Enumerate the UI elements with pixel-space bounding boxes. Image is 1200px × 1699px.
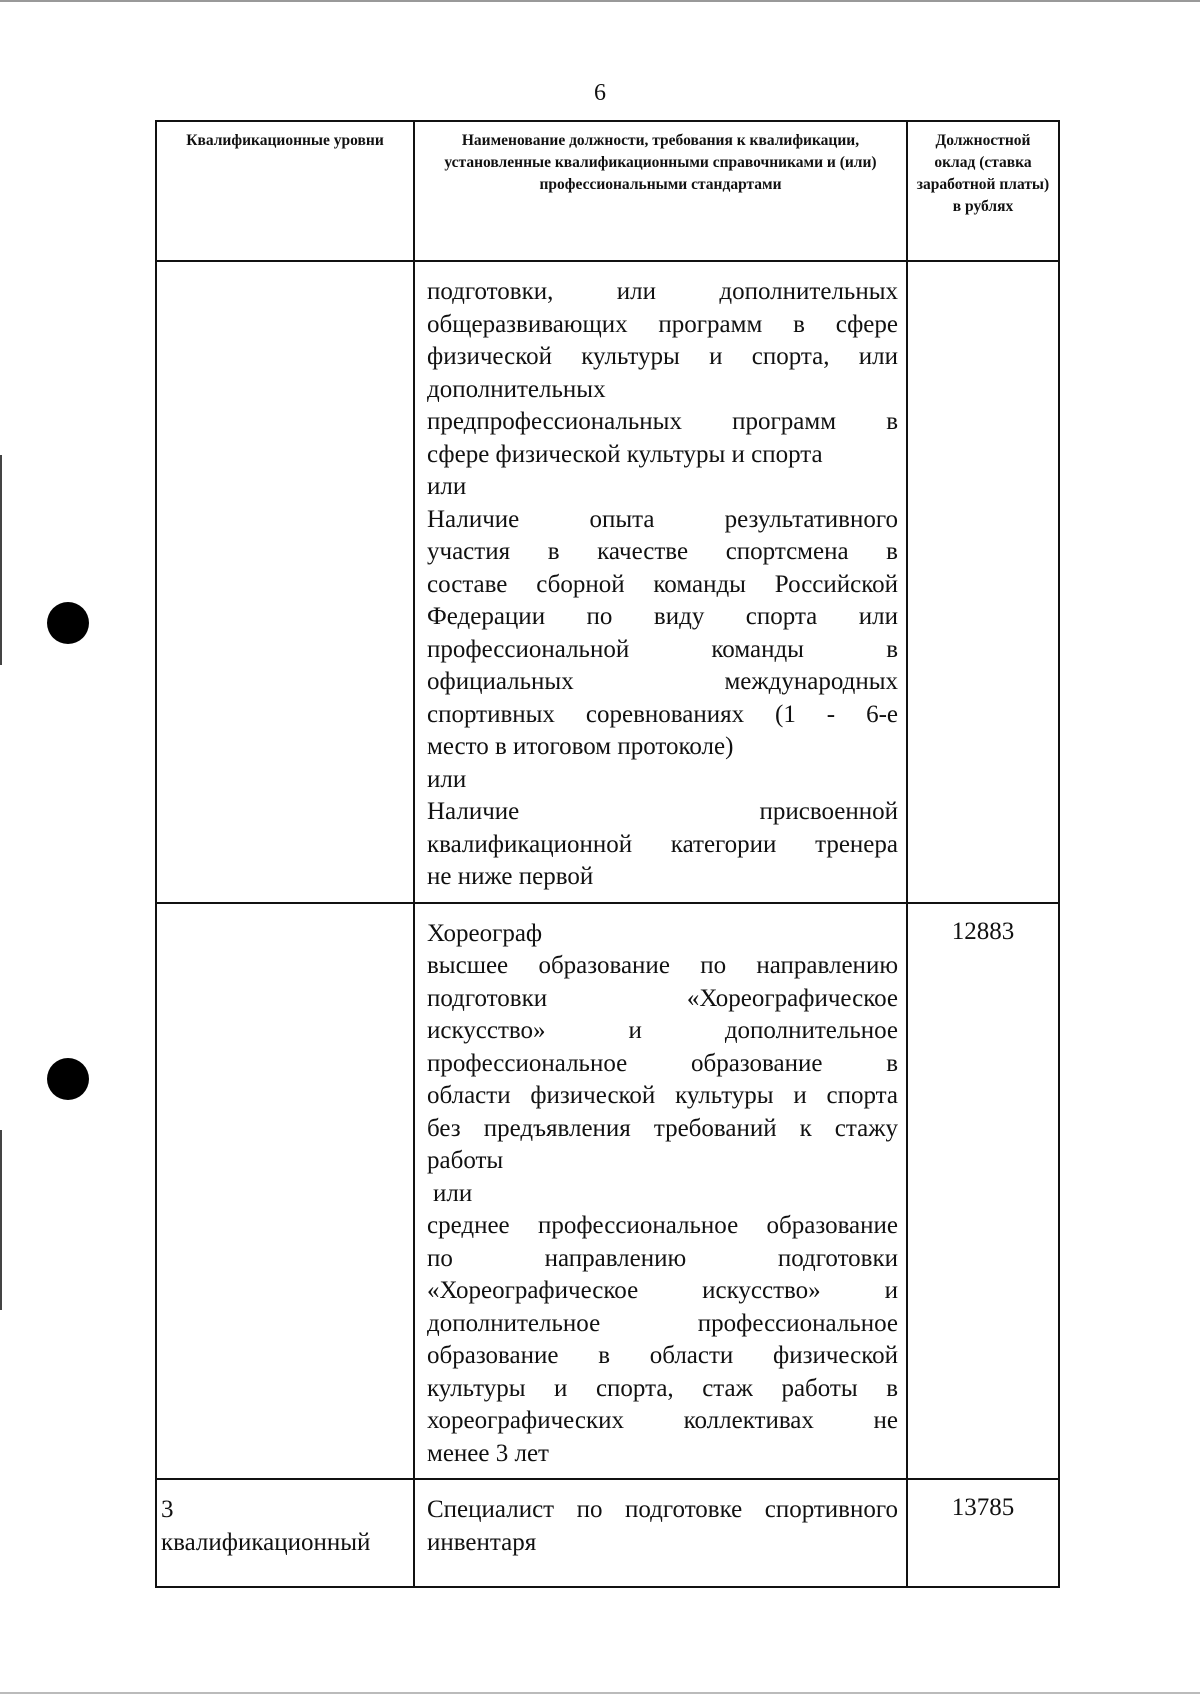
text-line: менее 3 лет	[427, 1439, 549, 1467]
text-line: дополнительных	[427, 375, 606, 403]
level-number: 3	[161, 1496, 174, 1523]
text-line: профессиональное образование в	[427, 1049, 898, 1077]
position-cell	[414, 261, 907, 903]
text-line: работы	[427, 1147, 504, 1174]
text-line: по направлению подготовки	[427, 1244, 898, 1272]
text-line: хореографических коллективах не	[427, 1407, 898, 1434]
text-line: Федерации по виду спорта или	[427, 603, 898, 630]
position-cell	[414, 1479, 907, 1587]
position-title: Хореограф	[427, 919, 543, 947]
table-row	[156, 1479, 1059, 1587]
text-line: физической культуры и спорта, или	[427, 343, 898, 370]
text-line: «Хореографическое искусство» и	[427, 1277, 898, 1304]
text-line: образование в области физической	[427, 1342, 898, 1369]
text-line: инвентаря	[427, 1528, 537, 1556]
text-line: без предъявления требований к стажу	[427, 1114, 898, 1142]
text-line: профессиональной команды в	[427, 635, 898, 663]
position-cell	[414, 903, 907, 1480]
salary-cell: 13785	[907, 1479, 1059, 1587]
header-level: Квалификационные уровни	[156, 121, 414, 261]
text-line: или	[427, 765, 467, 793]
text-line: место в итоговом протоколе)	[427, 733, 734, 760]
text-line: Наличие опыта результативного	[427, 505, 898, 533]
scan-edge-mark	[0, 1130, 2, 1310]
punch-hole	[47, 602, 89, 644]
table-header-row	[156, 121, 1059, 261]
page-bottom-border	[0, 1692, 1200, 1694]
text-line: дополнительное профессиональное	[427, 1309, 898, 1337]
text-line: составе сборной команды Российской	[427, 570, 898, 598]
header-position: Наименование должности, требования к квалификации, установленные квалификационными справочниками и (или) профессиональными стандартами	[414, 121, 907, 261]
text-line: официальных международных	[427, 668, 898, 695]
level-cell	[156, 1479, 414, 1587]
page-number: 6	[594, 80, 606, 106]
scan-edge-mark	[0, 455, 2, 665]
text-line: подготовки, или дополнительных	[427, 278, 898, 305]
salary-cell	[907, 261, 1059, 903]
header-salary: Должностной оклад (ставка заработной платы) в рублях	[907, 121, 1059, 261]
text-line: подготовки «Хореографическое	[427, 984, 898, 1012]
text-line: области физической культуры и спорта	[427, 1082, 898, 1109]
text-line: или	[427, 473, 467, 500]
text-line: сфере физической культуры и спорта	[427, 440, 823, 468]
text-line: квалификационной категории тренера	[427, 830, 898, 858]
text-line: общеразвивающих программ в сфере	[427, 310, 898, 338]
table-row	[156, 261, 1059, 903]
page-top-border	[0, 0, 1200, 2]
level-cell	[156, 261, 414, 903]
text-line: предпрофессиональных программ в	[427, 408, 898, 435]
punch-hole	[47, 1058, 89, 1100]
text-line: культуры и спорта, стаж работы в	[427, 1374, 898, 1402]
level-cell	[156, 903, 414, 1480]
position-title: Специалист по подготовке спортивного	[427, 1496, 898, 1523]
text-line: не ниже первой	[427, 863, 594, 890]
text-line: искусство» и дополнительное	[427, 1017, 898, 1044]
table-row	[156, 903, 1059, 1480]
text-line: среднее профессиональное образование	[427, 1212, 898, 1239]
qualification-table	[155, 120, 1060, 1588]
text-line: Наличие присвоенной	[427, 798, 898, 825]
text-line: высшее образование по направлению	[427, 952, 898, 979]
salary-cell: 12883	[907, 903, 1059, 1480]
text-line: или	[433, 1179, 473, 1207]
level-label: квалификационный	[161, 1528, 371, 1556]
text-line: спортивных соревнованиях (1 - 6-е	[427, 700, 898, 728]
text-line: участия в качестве спортсмена в	[427, 538, 898, 565]
